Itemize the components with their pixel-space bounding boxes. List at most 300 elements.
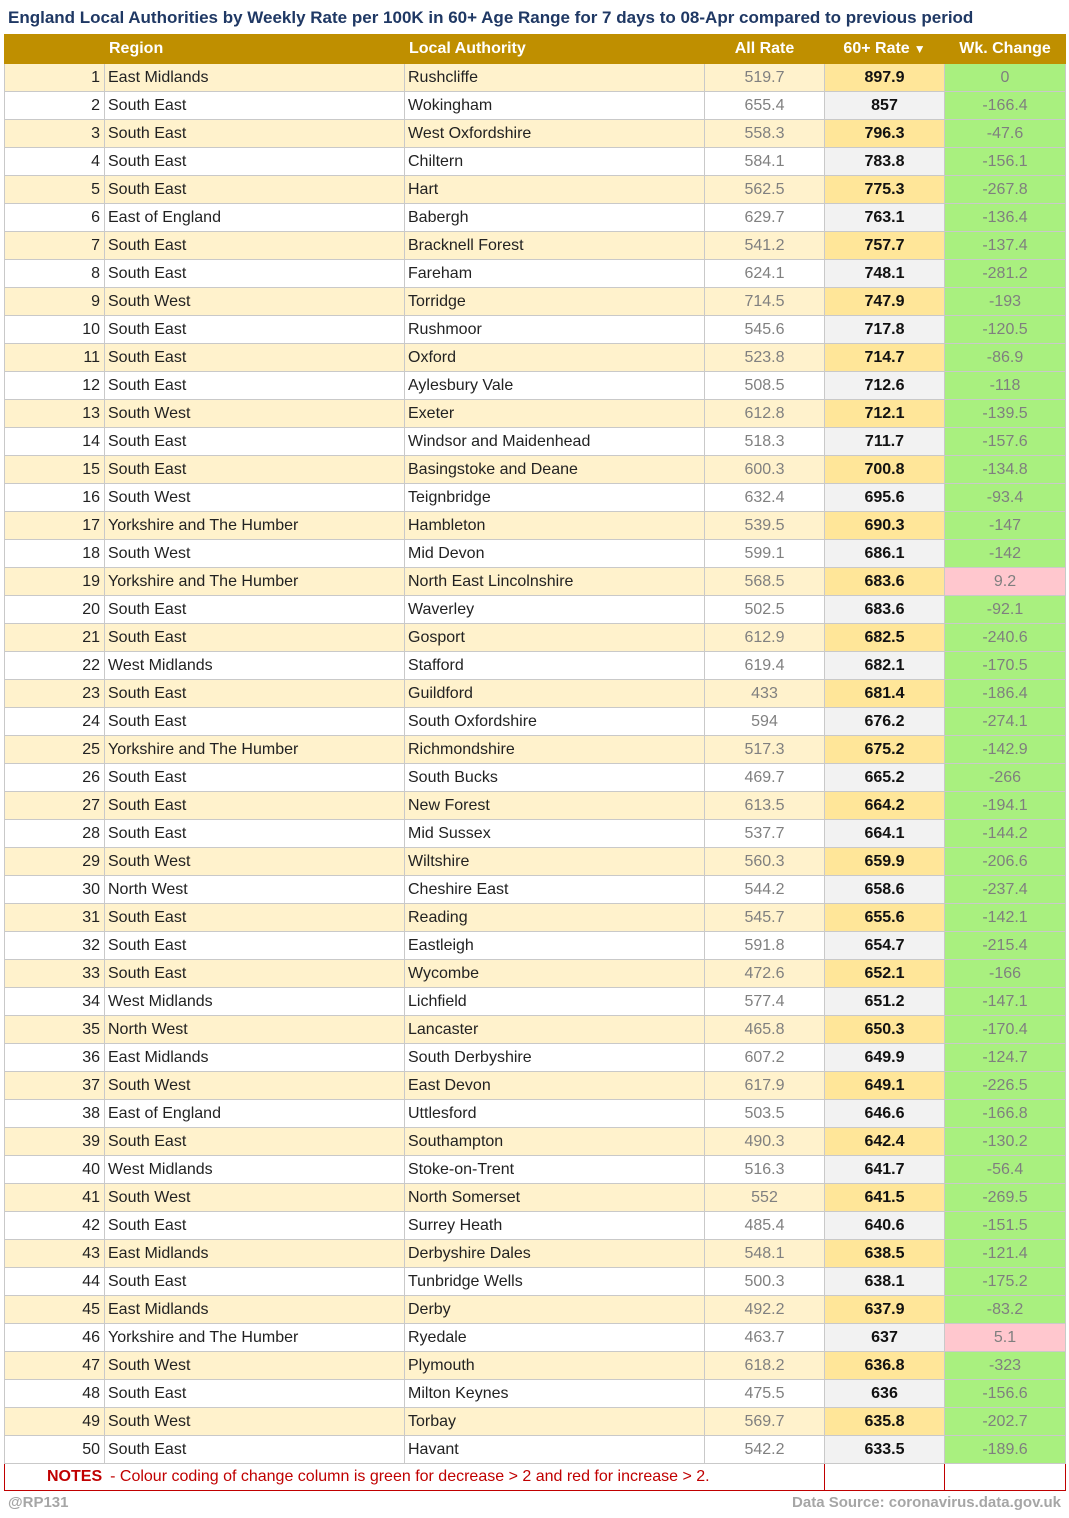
table-body <box>5 64 1066 1464</box>
all-rate-cell: 544.2 <box>705 876 825 904</box>
wk-change-cell: -240.6 <box>945 624 1066 652</box>
rank-cell: 7 <box>5 232 105 260</box>
all-rate-cell: 594 <box>705 708 825 736</box>
rank-cell: 46 <box>5 1324 105 1352</box>
region-cell: South East <box>105 260 405 288</box>
local-authority-cell: Wycombe <box>405 960 705 988</box>
notes-empty-cell <box>825 1464 945 1491</box>
rank-cell: 4 <box>5 148 105 176</box>
wk-change-cell: 0 <box>945 64 1066 92</box>
local-authority-cell: Mid Devon <box>405 540 705 568</box>
all-rate-cell: 569.7 <box>705 1408 825 1436</box>
all-rate-cell: 433 <box>705 680 825 708</box>
table-row[interactable] <box>5 876 1066 904</box>
region-cell: East Midlands <box>105 1044 405 1072</box>
rate-60-cell: 775.3 <box>825 176 945 204</box>
wk-change-cell: -202.7 <box>945 1408 1066 1436</box>
all-rate-cell: 545.6 <box>705 316 825 344</box>
rank-cell: 22 <box>5 652 105 680</box>
rank-cell: 38 <box>5 1100 105 1128</box>
rate-60-cell: 646.6 <box>825 1100 945 1128</box>
wk-change-cell: -206.6 <box>945 848 1066 876</box>
region-cell: South East <box>105 820 405 848</box>
wk-change-cell: -92.1 <box>945 596 1066 624</box>
wk-change-cell: -147.1 <box>945 988 1066 1016</box>
table-row[interactable] <box>5 316 1066 344</box>
wk-change-cell: -323 <box>945 1352 1066 1380</box>
rate-60-cell: 640.6 <box>825 1212 945 1240</box>
notes-row <box>5 1464 1066 1491</box>
all-rate-cell: 539.5 <box>705 512 825 540</box>
all-rate-cell: 545.7 <box>705 904 825 932</box>
rank-column-header <box>5 35 105 64</box>
rate-60-cell: 711.7 <box>825 428 945 456</box>
wk-change-cell: -166.8 <box>945 1100 1066 1128</box>
region-cell: South West <box>105 1408 405 1436</box>
local-authority-cell: Exeter <box>405 400 705 428</box>
rank-cell: 10 <box>5 316 105 344</box>
table-row[interactable] <box>5 764 1066 792</box>
rank-cell: 6 <box>5 204 105 232</box>
wk-change-cell: -124.7 <box>945 1044 1066 1072</box>
table-row[interactable] <box>5 400 1066 428</box>
wk-change-cell: -281.2 <box>945 260 1066 288</box>
table-row[interactable] <box>5 624 1066 652</box>
region-cell: South East <box>105 1128 405 1156</box>
wk-change-cell: -226.5 <box>945 1072 1066 1100</box>
all-rate-cell: 552 <box>705 1184 825 1212</box>
rank-cell: 35 <box>5 1016 105 1044</box>
rank-cell: 43 <box>5 1240 105 1268</box>
wk-change-cell: -156.6 <box>945 1380 1066 1408</box>
table-row[interactable] <box>5 1156 1066 1184</box>
table-row[interactable] <box>5 596 1066 624</box>
local-authority-cell: Cheshire East <box>405 876 705 904</box>
all-rate-cell: 624.1 <box>705 260 825 288</box>
table-row[interactable] <box>5 1296 1066 1324</box>
table-row[interactable] <box>5 848 1066 876</box>
table-header-row <box>5 35 1066 64</box>
all-rate-cell: 465.8 <box>705 1016 825 1044</box>
wk-change-cell: -215.4 <box>945 932 1066 960</box>
notes-cell <box>5 1464 825 1491</box>
region-cell: West Midlands <box>105 1156 405 1184</box>
rank-cell: 28 <box>5 820 105 848</box>
region-cell: South East <box>105 428 405 456</box>
all-rate-cell: 599.1 <box>705 540 825 568</box>
local-authority-cell: Rushcliffe <box>405 64 705 92</box>
table-row[interactable] <box>5 736 1066 764</box>
all-rate-cell: 714.5 <box>705 288 825 316</box>
rank-cell: 25 <box>5 736 105 764</box>
wk-change-cell: -266 <box>945 764 1066 792</box>
rank-cell: 5 <box>5 176 105 204</box>
rate-60-cell: 783.8 <box>825 148 945 176</box>
wk-change-cell: -144.2 <box>945 820 1066 848</box>
notes-text: - Colour coding of change column is green for decrease > 2 and red for increase > 2. <box>110 1468 710 1485</box>
rank-cell: 29 <box>5 848 105 876</box>
all-rate-cell: 469.7 <box>705 764 825 792</box>
rank-cell: 49 <box>5 1408 105 1436</box>
rank-cell: 12 <box>5 372 105 400</box>
wk-change-cell: -269.5 <box>945 1184 1066 1212</box>
all-rate-cell: 503.5 <box>705 1100 825 1128</box>
all-rate-cell: 472.6 <box>705 960 825 988</box>
local-authority-cell: Stafford <box>405 652 705 680</box>
sort-descending-icon[interactable]: ▼ <box>913 42 926 56</box>
local-authority-cell: Derbyshire Dales <box>405 1240 705 1268</box>
table-row[interactable] <box>5 1044 1066 1072</box>
rate-60-cell: 637.9 <box>825 1296 945 1324</box>
table-row[interactable] <box>5 456 1066 484</box>
rate-60-cell: 681.4 <box>825 680 945 708</box>
rank-cell: 14 <box>5 428 105 456</box>
rate-60-cell: 637 <box>825 1324 945 1352</box>
wk-change-cell: -267.8 <box>945 176 1066 204</box>
table-row[interactable] <box>5 652 1066 680</box>
table-row[interactable] <box>5 1016 1066 1044</box>
region-cell: South East <box>105 372 405 400</box>
wk-change-cell: -186.4 <box>945 680 1066 708</box>
table-row[interactable] <box>5 484 1066 512</box>
wk-change-cell: -147 <box>945 512 1066 540</box>
rate-60-cell: 763.1 <box>825 204 945 232</box>
all-rate-cell: 517.3 <box>705 736 825 764</box>
rank-cell: 26 <box>5 764 105 792</box>
wk-change-cell: -170.5 <box>945 652 1066 680</box>
rate-60-cell: 714.7 <box>825 344 945 372</box>
local-authority-cell: Derby <box>405 1296 705 1324</box>
table-row[interactable] <box>5 120 1066 148</box>
rate-60-cell: 675.2 <box>825 736 945 764</box>
all-rate-cell: 617.9 <box>705 1072 825 1100</box>
rank-cell: 37 <box>5 1072 105 1100</box>
local-authority-cell: Tunbridge Wells <box>405 1268 705 1296</box>
local-authority-cell: Basingstoke and Deane <box>405 456 705 484</box>
all-rate-cell: 548.1 <box>705 1240 825 1268</box>
rate-60-cell: 658.6 <box>825 876 945 904</box>
all-rate-cell: 463.7 <box>705 1324 825 1352</box>
region-cell: South East <box>105 624 405 652</box>
rank-cell: 40 <box>5 1156 105 1184</box>
region-column-header[interactable]: Region <box>105 35 405 64</box>
local-authority-cell: Stoke-on-Trent <box>405 1156 705 1184</box>
rank-cell: 45 <box>5 1296 105 1324</box>
table-row[interactable] <box>5 1240 1066 1268</box>
table-row[interactable] <box>5 820 1066 848</box>
local-authority-cell: East Devon <box>405 1072 705 1100</box>
wk-change-cell: 5.1 <box>945 1324 1066 1352</box>
region-cell: East Midlands <box>105 64 405 92</box>
local-authority-cell: Gosport <box>405 624 705 652</box>
rate-60-cell: 682.1 <box>825 652 945 680</box>
wk-change-cell: -134.8 <box>945 456 1066 484</box>
region-cell: East Midlands <box>105 1240 405 1268</box>
rate-60-cell: 636.8 <box>825 1352 945 1380</box>
rate-60-cell: 633.5 <box>825 1436 945 1464</box>
all-rate-cell: 519.7 <box>705 64 825 92</box>
wk-change-cell: -56.4 <box>945 1156 1066 1184</box>
rate-60-cell: 690.3 <box>825 512 945 540</box>
all-rate-cell: 518.3 <box>705 428 825 456</box>
rank-cell: 39 <box>5 1128 105 1156</box>
table-row[interactable] <box>5 792 1066 820</box>
all-rate-cell: 558.3 <box>705 120 825 148</box>
local-authority-cell: North East Lincolnshire <box>405 568 705 596</box>
page-title: England Local Authorities by Weekly Rate per 100K in 60+ Age Range for 7 days to 08-Apr compared to previous period <box>8 8 974 27</box>
all-rate-cell: 485.4 <box>705 1212 825 1240</box>
wk-change-cell: 9.2 <box>945 568 1066 596</box>
local-authority-cell: Surrey Heath <box>405 1212 705 1240</box>
all-rate-cell: 502.5 <box>705 596 825 624</box>
table-row[interactable] <box>5 512 1066 540</box>
all-rate-cell: 618.2 <box>705 1352 825 1380</box>
local-authority-cell: Wiltshire <box>405 848 705 876</box>
local-authority-column-header[interactable]: Local Authority <box>405 35 705 64</box>
all-rate-cell: 584.1 <box>705 148 825 176</box>
wk-change-cell: -166.4 <box>945 92 1066 120</box>
rate-60-cell: 664.2 <box>825 792 945 820</box>
rate-60-cell: 717.8 <box>825 316 945 344</box>
region-cell: West Midlands <box>105 652 405 680</box>
rate-60-cell: 683.6 <box>825 568 945 596</box>
all-rate-cell: 492.2 <box>705 1296 825 1324</box>
rate-60-cell: 649.9 <box>825 1044 945 1072</box>
table-row[interactable] <box>5 1100 1066 1128</box>
rate-60-cell: 664.1 <box>825 820 945 848</box>
wk-change-cell: -194.1 <box>945 792 1066 820</box>
region-cell: East Midlands <box>105 1296 405 1324</box>
all-rate-cell: 655.4 <box>705 92 825 120</box>
rank-cell: 17 <box>5 512 105 540</box>
region-cell: South East <box>105 960 405 988</box>
table-row[interactable] <box>5 680 1066 708</box>
local-authority-cell: South Oxfordshire <box>405 708 705 736</box>
all-rate-cell: 560.3 <box>705 848 825 876</box>
table-row[interactable] <box>5 232 1066 260</box>
wk-change-cell: -86.9 <box>945 344 1066 372</box>
rank-cell: 21 <box>5 624 105 652</box>
local-authority-cell: Eastleigh <box>405 932 705 960</box>
rate-60-cell: 638.1 <box>825 1268 945 1296</box>
rank-cell: 36 <box>5 1044 105 1072</box>
table-row[interactable] <box>5 344 1066 372</box>
table-row[interactable] <box>5 1184 1066 1212</box>
table-row[interactable] <box>5 904 1066 932</box>
rate-60-cell: 695.6 <box>825 484 945 512</box>
table-row[interactable] <box>5 1408 1066 1436</box>
region-cell: South East <box>105 176 405 204</box>
all-rate-cell: 516.3 <box>705 1156 825 1184</box>
table-row[interactable] <box>5 260 1066 288</box>
region-cell: Yorkshire and The Humber <box>105 1324 405 1352</box>
wk-change-cell: -189.6 <box>945 1436 1066 1464</box>
rate-60-cell: 757.7 <box>825 232 945 260</box>
region-cell: North West <box>105 876 405 904</box>
all-rate-cell: 632.4 <box>705 484 825 512</box>
region-cell: South East <box>105 680 405 708</box>
table-row[interactable] <box>5 708 1066 736</box>
local-authority-cell: Havant <box>405 1436 705 1464</box>
wk-change-cell: -139.5 <box>945 400 1066 428</box>
rate-60-cell: 635.8 <box>825 1408 945 1436</box>
local-authority-cell: Torridge <box>405 288 705 316</box>
table-row[interactable] <box>5 988 1066 1016</box>
rate-60-cell: 682.5 <box>825 624 945 652</box>
rate-60-cell: 747.9 <box>825 288 945 316</box>
rank-cell: 41 <box>5 1184 105 1212</box>
table-row[interactable] <box>5 1212 1066 1240</box>
wk-change-cell: -118 <box>945 372 1066 400</box>
rank-cell: 42 <box>5 1212 105 1240</box>
table-row[interactable] <box>5 568 1066 596</box>
region-cell: South East <box>105 932 405 960</box>
table-row[interactable] <box>5 540 1066 568</box>
rate-60-cell: 642.4 <box>825 1128 945 1156</box>
rank-cell: 8 <box>5 260 105 288</box>
all-rate-cell: 629.7 <box>705 204 825 232</box>
rank-cell: 24 <box>5 708 105 736</box>
table-row[interactable] <box>5 428 1066 456</box>
table-row[interactable] <box>5 288 1066 316</box>
all-rate-cell: 619.4 <box>705 652 825 680</box>
local-authority-cell: Richmondshire <box>405 736 705 764</box>
rate-60-cell: 700.8 <box>825 456 945 484</box>
all-rate-cell: 475.5 <box>705 1380 825 1408</box>
table-row[interactable] <box>5 932 1066 960</box>
all-rate-column-header[interactable]: All Rate <box>705 35 825 64</box>
table-row[interactable] <box>5 1380 1066 1408</box>
all-rate-cell: 541.2 <box>705 232 825 260</box>
rank-cell: 19 <box>5 568 105 596</box>
local-authority-cell: Reading <box>405 904 705 932</box>
region-cell: South West <box>105 400 405 428</box>
rate-60-cell: 748.1 <box>825 260 945 288</box>
region-cell: South East <box>105 792 405 820</box>
rank-cell: 11 <box>5 344 105 372</box>
rate-60-cell: 665.2 <box>825 764 945 792</box>
all-rate-cell: 612.8 <box>705 400 825 428</box>
rank-cell: 27 <box>5 792 105 820</box>
region-cell: South West <box>105 1352 405 1380</box>
table-row[interactable] <box>5 176 1066 204</box>
rate-60-column-header[interactable] <box>825 35 945 64</box>
local-authority-cell: Teignbridge <box>405 484 705 512</box>
all-rate-cell: 500.3 <box>705 1268 825 1296</box>
rate-60-cell: 659.9 <box>825 848 945 876</box>
table-row[interactable] <box>5 64 1066 92</box>
rate-60-cell: 676.2 <box>825 708 945 736</box>
rate-60-cell: 796.3 <box>825 120 945 148</box>
wk-change-cell: -142.1 <box>945 904 1066 932</box>
rate-60-cell: 897.9 <box>825 64 945 92</box>
wk-change-cell: -142.9 <box>945 736 1066 764</box>
region-cell: South West <box>105 1072 405 1100</box>
notes-empty-cell <box>945 1464 1066 1491</box>
all-rate-cell: 508.5 <box>705 372 825 400</box>
local-authority-cell: Oxford <box>405 344 705 372</box>
table-row[interactable] <box>5 1072 1066 1100</box>
rank-cell: 1 <box>5 64 105 92</box>
wk-change-cell: -170.4 <box>945 1016 1066 1044</box>
wk-change-cell: -157.6 <box>945 428 1066 456</box>
wk-change-cell: -237.4 <box>945 876 1066 904</box>
region-cell: North West <box>105 1016 405 1044</box>
all-rate-cell: 542.2 <box>705 1436 825 1464</box>
rate-60-cell: 651.2 <box>825 988 945 1016</box>
ranking-table <box>4 34 1066 1491</box>
table-row[interactable] <box>5 1436 1066 1464</box>
region-cell: South East <box>105 344 405 372</box>
region-cell: South East <box>105 316 405 344</box>
table-row[interactable] <box>5 372 1066 400</box>
rank-cell: 32 <box>5 932 105 960</box>
rate-60-cell: 652.1 <box>825 960 945 988</box>
all-rate-cell: 523.8 <box>705 344 825 372</box>
table-row[interactable] <box>5 960 1066 988</box>
local-authority-cell: Bracknell Forest <box>405 232 705 260</box>
local-authority-cell: Windsor and Maidenhead <box>405 428 705 456</box>
wk-change-column-header[interactable]: Wk. Change <box>945 35 1066 64</box>
local-authority-cell: Hart <box>405 176 705 204</box>
table-row[interactable] <box>5 1324 1066 1352</box>
region-cell: Yorkshire and The Humber <box>105 512 405 540</box>
rank-cell: 34 <box>5 988 105 1016</box>
rate-60-cell: 641.7 <box>825 1156 945 1184</box>
local-authority-cell: Hambleton <box>405 512 705 540</box>
region-cell: South West <box>105 288 405 316</box>
local-authority-cell: Lancaster <box>405 1016 705 1044</box>
region-cell: South East <box>105 1212 405 1240</box>
rate-60-cell: 686.1 <box>825 540 945 568</box>
wk-change-cell: -175.2 <box>945 1268 1066 1296</box>
author-handle: @RP131 <box>8 1494 69 1511</box>
region-cell: South East <box>105 764 405 792</box>
rate-60-cell: 641.5 <box>825 1184 945 1212</box>
table-row[interactable] <box>5 148 1066 176</box>
table-row[interactable] <box>5 92 1066 120</box>
region-cell: South East <box>105 456 405 484</box>
region-cell: South West <box>105 1184 405 1212</box>
table-row[interactable] <box>5 1268 1066 1296</box>
table-row[interactable] <box>5 1352 1066 1380</box>
local-authority-cell: Chiltern <box>405 148 705 176</box>
rank-cell: 50 <box>5 1436 105 1464</box>
local-authority-cell: Babergh <box>405 204 705 232</box>
region-cell: East of England <box>105 1100 405 1128</box>
wk-change-cell: -142 <box>945 540 1066 568</box>
rank-cell: 2 <box>5 92 105 120</box>
all-rate-cell: 607.2 <box>705 1044 825 1072</box>
ranking-table-container <box>4 34 1065 1491</box>
rank-cell: 15 <box>5 456 105 484</box>
rank-cell: 18 <box>5 540 105 568</box>
table-row[interactable] <box>5 1128 1066 1156</box>
rank-cell: 20 <box>5 596 105 624</box>
all-rate-cell: 591.8 <box>705 932 825 960</box>
all-rate-cell: 613.5 <box>705 792 825 820</box>
wk-change-cell: -120.5 <box>945 316 1066 344</box>
wk-change-cell: -156.1 <box>945 148 1066 176</box>
local-authority-cell: Waverley <box>405 596 705 624</box>
local-authority-cell: Milton Keynes <box>405 1380 705 1408</box>
rate-60-cell: 857 <box>825 92 945 120</box>
table-row[interactable] <box>5 204 1066 232</box>
all-rate-cell: 537.7 <box>705 820 825 848</box>
wk-change-cell: -193 <box>945 288 1066 316</box>
rate-60-cell: 638.5 <box>825 1240 945 1268</box>
region-cell: South East <box>105 120 405 148</box>
